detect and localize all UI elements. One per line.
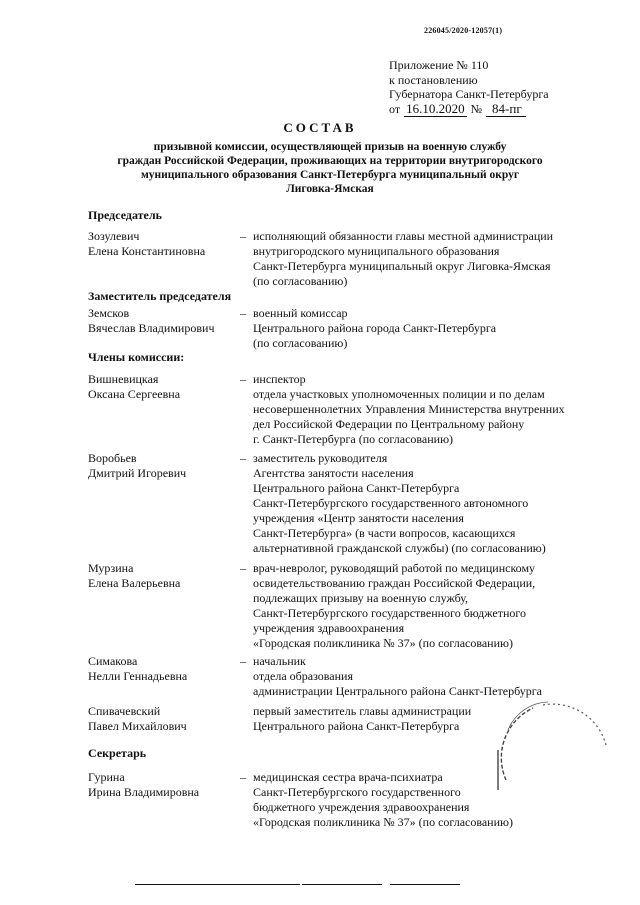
desc-line: отдела участковых уполномоченных полиции и по делам — [253, 387, 545, 401]
subtitle-line: муниципального образования Санкт-Петербурга муниципальный округ — [140, 169, 520, 181]
desc-line: Агентства занятости населения — [253, 466, 414, 480]
desc-line: освидетельствованию граждан Российской Федерации, — [253, 576, 536, 590]
decree-number: 84-пг — [486, 102, 526, 118]
person-description — [253, 306, 496, 351]
desc-line: первый заместитель главы администрации — [253, 704, 472, 718]
desc-line: отдела образования — [253, 669, 353, 683]
decree-date: 16.10.2020 — [406, 100, 465, 116]
document-number: 226045/2020-12057(1) — [424, 26, 503, 35]
subtitle-line: призывной комиссии, осуществляющей призыв на военную службу — [153, 141, 507, 153]
person-surname: Земсков — [88, 306, 130, 320]
desc-line: Центрального района города Санкт-Петербурга — [253, 321, 497, 335]
dash: – — [240, 561, 246, 575]
desc-line: несовершеннолетних Управления Министерства внутренних — [253, 402, 565, 416]
person-given-name: Елена Валерьевна — [88, 576, 181, 590]
section-secretary: Секретарь — [88, 746, 147, 760]
desc-line: администрации Центрального района Санкт-Петербурга — [253, 684, 542, 698]
desc-line: бюджетного учреждения здравоохранения — [253, 800, 470, 814]
desc-line: медицинская сестра врача-психиатра — [253, 770, 443, 784]
desc-line: Санкт-Петербурга» (в части вопросов, касающихся — [253, 526, 516, 540]
desc-line: заместитель руководителя — [253, 451, 388, 465]
person-given-name: Нелли Геннадьевна — [88, 669, 188, 683]
person-description — [253, 451, 546, 556]
dash: – — [240, 306, 246, 320]
desc-line: инспектор — [253, 372, 306, 386]
person-given-name: Оксана Сергеевна — [88, 387, 181, 401]
person-given-name: Елена Константиновна — [88, 244, 206, 258]
number-sign: № — [470, 101, 483, 116]
person-given-name: Ирина Владимировна — [88, 785, 200, 799]
subtitle-line: Лиговка-Ямская — [286, 183, 374, 195]
round-stamp — [488, 690, 618, 820]
person-description — [253, 704, 471, 734]
person-surname: Вишневицкая — [88, 372, 159, 386]
desc-line: внутригородского муниципального образования — [253, 244, 500, 258]
desc-line: «Городская поликлиника № 37» (по согласованию) — [253, 815, 513, 829]
person-given-name: Павел Михайлович — [88, 719, 187, 733]
person-description — [253, 561, 535, 651]
person-name — [88, 306, 214, 336]
person-description — [253, 372, 565, 447]
dash: – — [240, 654, 246, 668]
desc-line: учреждения «Центр занятости населения — [253, 511, 464, 525]
person-name — [88, 770, 199, 800]
section-deputy: Заместитель председателя — [88, 289, 232, 303]
person-surname: Воробьев — [88, 451, 137, 465]
subtitle-line: граждан Российской Федерации, проживающих на территории внутригородского — [117, 155, 543, 167]
dash: – — [240, 372, 246, 386]
person-name — [88, 654, 187, 684]
appendix-date-row — [389, 102, 549, 118]
person-name — [88, 451, 186, 481]
desc-line: учреждения здравоохранения — [253, 621, 405, 635]
person-surname: Симакова — [88, 654, 138, 668]
date-prefix: от — [389, 101, 401, 116]
desc-line: исполняющий обязанности главы местной администрации — [253, 229, 554, 243]
person-name — [88, 561, 180, 591]
appendix-line1: Приложение № 110 — [389, 58, 489, 72]
person-surname: Гурина — [88, 770, 125, 784]
person-given-name: Вячеслав Владимирович — [88, 321, 215, 335]
person-description — [253, 229, 553, 289]
desc-line: Центрального района Санкт-Петербурга — [253, 481, 460, 495]
desc-line: дел Российской Федерации по Центральному району — [253, 417, 525, 431]
section-chairman: Председатель — [88, 208, 162, 222]
dash: – — [240, 451, 246, 465]
person-name — [88, 372, 180, 402]
document-title: СОСТАВ — [283, 120, 357, 135]
person-description — [253, 770, 513, 830]
person-surname: Мурзина — [88, 561, 134, 575]
desc-line: Санкт-Петербургского государственного автономного — [253, 496, 529, 510]
desc-line: военный комиссар — [253, 306, 348, 320]
footer-rule — [390, 884, 460, 885]
desc-line: (по согласованию) — [253, 274, 348, 288]
footer-rule — [135, 884, 300, 885]
desc-line: врач-невролог, руководящий работой по медицинскому — [253, 561, 536, 575]
appendix-block — [389, 58, 549, 117]
dash: – — [240, 229, 246, 243]
person-surname: Зозулевич — [88, 229, 140, 243]
person-surname: Спивачевский — [88, 704, 161, 718]
dash: – — [240, 770, 246, 784]
desc-line: «Городская поликлиника № 37» (по согласованию) — [253, 636, 513, 650]
appendix-line3: Губернатора Санкт-Петербурга — [389, 87, 549, 101]
desc-line: начальник — [253, 654, 306, 668]
document-subtitle — [60, 140, 600, 196]
desc-line: альтернативной гражданской службы) (по согласованию) — [253, 541, 546, 555]
desc-line: Санкт-Петербургского государственного — [253, 785, 461, 799]
desc-line: г. Санкт-Петербурга (по согласованию) — [253, 432, 454, 446]
section-members: Члены комиссии: — [88, 350, 185, 364]
appendix-line2: к постановлению — [389, 72, 478, 87]
desc-line: Центрального района Санкт-Петербурга — [253, 719, 460, 733]
desc-line: подлежащих призыву на военную службу, — [253, 591, 469, 605]
footer-rule — [302, 884, 382, 885]
person-name — [88, 229, 205, 259]
person-given-name: Дмитрий Игоревич — [88, 466, 187, 480]
desc-line: (по согласованию) — [253, 336, 348, 350]
desc-line: Санкт-Петербурга муниципальный округ Лиговка-Ямская — [253, 259, 551, 273]
desc-line: Санкт-Петербургского государственного бюджетного — [253, 606, 527, 620]
person-name — [88, 704, 187, 734]
